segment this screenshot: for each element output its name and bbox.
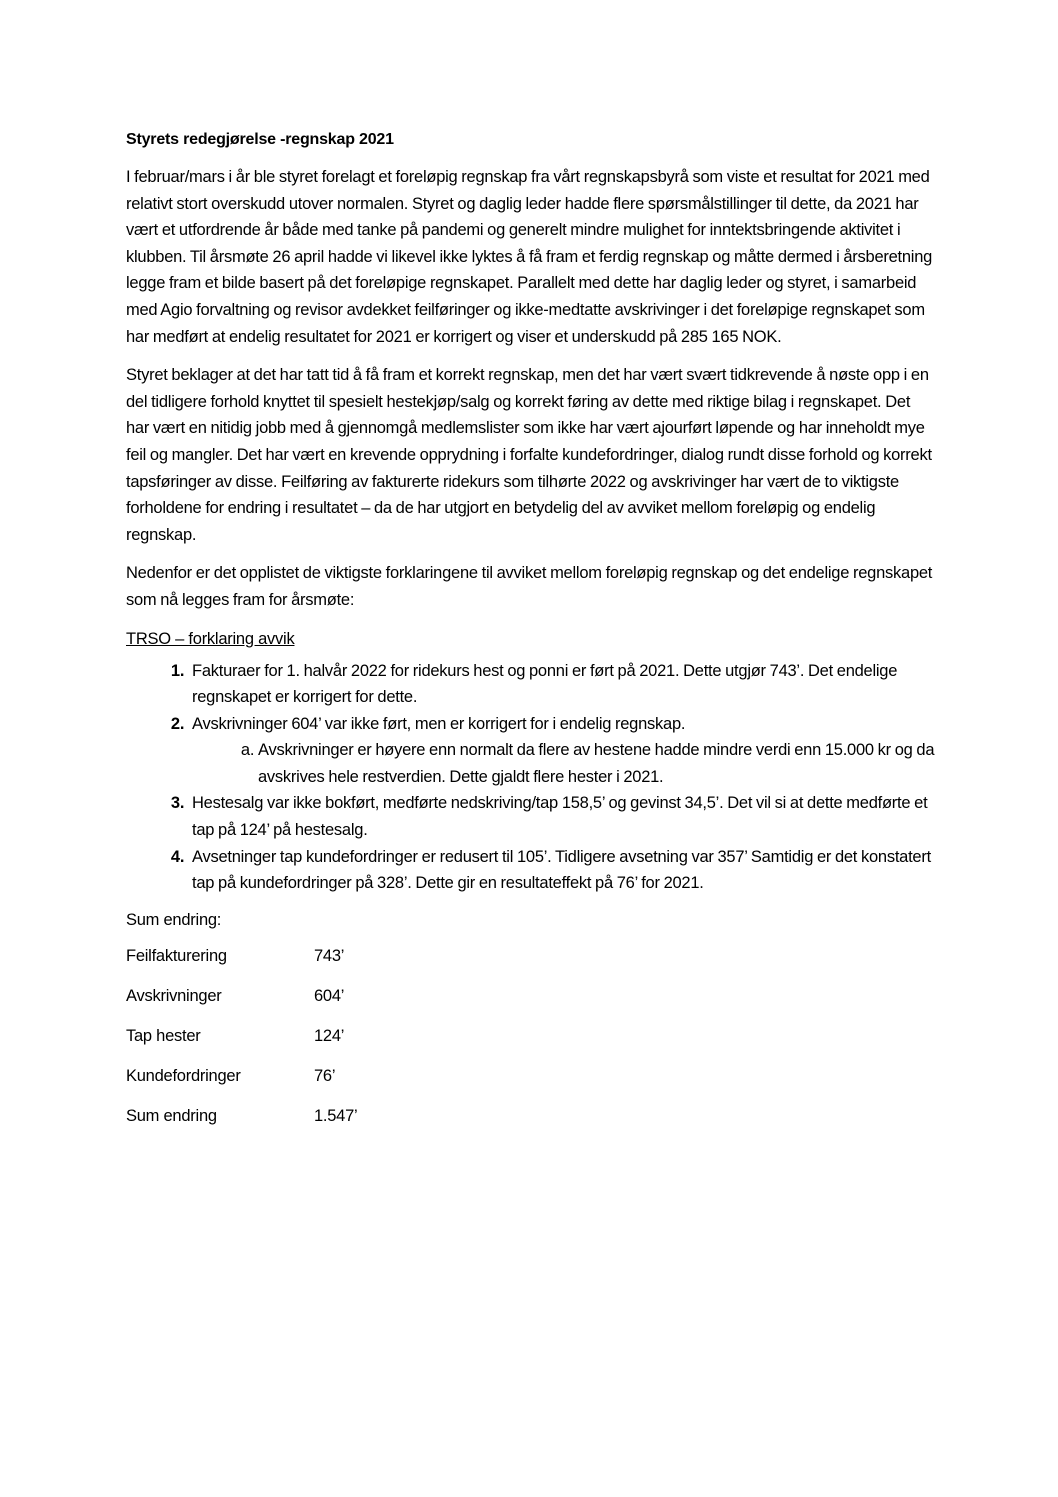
paragraph-list-intro: Nedenfor er det opplistet de viktigste forklaringene til avviket mellom foreløpig regnskap og det endelige regnskapet som nå legges fram for årsmøte: — [126, 564, 933, 609]
table-row — [126, 1027, 357, 1067]
table-row — [126, 1067, 357, 1107]
paragraph-intro: I februar/mars i år ble styret forelagt et foreløpig regnskap fra vårt regnskapsbyrå som viste et resultat for 2021 med relativt stort overskudd utover normalen. Styret og daglig leder hadde flere spørsmålstillinger til dette, da 2021 har vært et utfordrende år både med tanke på pandemi og generelt mindre mulighet for inntektsbringende aktivitet i klubben. Til årsmøte 26 april hadde vi likevel ikke lyktes å få fram et ferdig regnskap og måtte dermed i årsberetning legge fram et bilde basert på det foreløpige regnskapet. Parallelt med dette har daglig leder og styret, i samarbeid med Agio forvaltning og revisor avdekket feilføringer og ikke-medtatte avskrivinger i det foreløpige regnskapet som har medført at endelig resultatet for 2021 er korrigert og viser et underskudd på 285 165 NOK. — [126, 168, 933, 346]
table-row — [126, 987, 357, 1027]
explanation-list — [126, 658, 936, 897]
sub-list-item: a. Avskrivninger er høyere enn normalt da flere av hestene hadde mindre verdi enn 15.000 kr og da avskrives hele restverdien. Dette gjaldt flere hester i 2021. — [258, 737, 936, 790]
summary-value: 1.547’ — [314, 1106, 358, 1125]
paragraph-apology: Styret beklager at det har tatt tid å få fram et korrekt regnskap, men det har vært svært tidkrevende å nøste opp i en del tidligere forhold knyttet til spesielt hestekjøp/salg og korrekt føring av dette med riktige bilag i regnskapet. Det har vært en nitidig jobb med å gjennomgå medlemslister som ikke har vært ajourført løpende og har inneholdt mye feil og mangler. Det har vært en krevende opprydning i forfalte kundefordringer, dialog rundt disse forhold og korrekt tapsføringer av disse. Feilføring av fakturerte ridekurs som tilhørte 2022 og avskrivinger har vært de to viktigste forholdene for endring i resultatet – da de har utgjort en betydelig del av avviket mellom foreløpig og endelig regnskap. — [126, 366, 932, 544]
list-item-text: Avsetninger tap kundefordringer er redusert til 105’. Tidligere avsetning var 357’ Samtidig er det konstatert tap på kundefordringer på 328’. Dette gir en resultateffekt på 76’ for 2021. — [192, 847, 931, 893]
table-row — [126, 1107, 357, 1147]
list-item-text: Hestesalg var ikke bokført, medførte nedskriving/tap 158,5’ og gevinst 34,5’. Det vil si at dette medførte et tap på 124’ på hestesalg. — [192, 794, 928, 840]
list-item-text: Fakturaer for 1. halvår 2022 for ridekurs hest og ponni er ført på 2021. Dette utgjør 743’. Det endelige regnskapet er korrigert for dette. — [192, 661, 898, 707]
document-title: Styrets redegjørelse -regnskap 2021 — [126, 131, 394, 148]
section-heading: TRSO – forklaring avvik — [126, 629, 295, 648]
summary-label: Avskrivninger — [126, 986, 222, 1005]
summary-label: Feilfakturering — [126, 946, 227, 965]
summary-label: Sum endring — [126, 1106, 217, 1125]
summary-value: 76’ — [314, 1066, 336, 1085]
document-page — [126, 130, 936, 1147]
summary-table — [126, 947, 357, 1147]
summary-value: 743’ — [314, 946, 345, 965]
list-item — [188, 844, 936, 897]
summary-value: 124’ — [314, 1026, 345, 1045]
list-item — [188, 711, 936, 791]
list-item — [188, 658, 936, 711]
sum-label: Sum endring: — [126, 910, 222, 929]
summary-value: 604’ — [314, 986, 345, 1005]
list-item — [188, 790, 936, 843]
summary-label: Tap hester — [126, 1026, 201, 1045]
summary-label: Kundefordringer — [126, 1066, 241, 1085]
list-item-text: Avskrivninger 604’ var ikke ført, men er korrigert for i endelig regnskap. — [192, 714, 686, 733]
table-row — [126, 947, 357, 987]
sub-list — [192, 737, 936, 790]
